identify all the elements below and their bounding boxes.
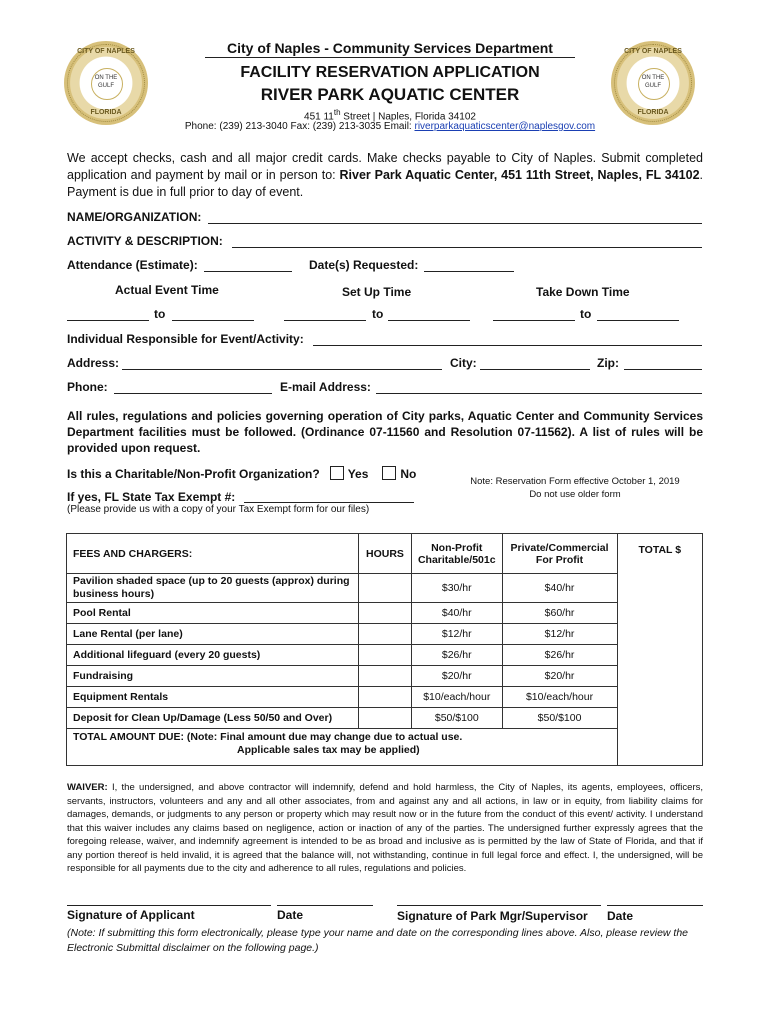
to-label-1: to xyxy=(154,307,166,321)
applicant-signature-label: Signature of Applicant xyxy=(67,908,195,922)
dates-label: Date(s) Requested: xyxy=(309,258,419,272)
yes-checkbox[interactable] xyxy=(330,466,344,480)
actual-start-field[interactable] xyxy=(67,320,149,321)
mgr-signature-line[interactable] xyxy=(397,905,601,906)
table-row: Pavilion shaded space (up to 20 guests (approx) during business hours) $30/hr $40/hr xyxy=(67,574,703,603)
to-label-2: to xyxy=(372,307,384,321)
applicant-date-line[interactable] xyxy=(277,905,373,906)
zip-label: Zip: xyxy=(597,356,619,370)
tax-exempt-note: (Please provide us with a copy of your Tax Exempt form for our files) xyxy=(67,504,370,515)
applicant-signature-line[interactable] xyxy=(67,905,271,906)
mgr-signature-label: Signature of Park Mgr/Supervisor xyxy=(397,909,588,923)
actual-event-label: Actual Event Time xyxy=(115,283,219,297)
table-row: Deposit for Clean Up/Damage (Less 50/50 and Over) $50/$100 $50/$100 xyxy=(67,708,703,729)
city-seal-left: CITY OF NAPLES FLORIDA ON THE GULF xyxy=(64,41,148,125)
total-due-text: TOTAL AMOUNT DUE: (Note: Final amount due may change due to actual use. Applicable sales tax may be applied) xyxy=(67,729,618,766)
center-name: RIVER PARK AQUATIC CENTER xyxy=(260,85,520,104)
setup-start-field[interactable] xyxy=(284,320,366,321)
dates-field[interactable] xyxy=(424,271,514,272)
fees-table xyxy=(66,533,703,766)
nonprofit-header: Non-Profit Charitable/501c xyxy=(411,534,502,574)
address-label: Address: xyxy=(67,356,120,370)
hours-cell[interactable] xyxy=(358,574,411,603)
name-org-label: NAME/ORGANIZATION: xyxy=(67,210,202,224)
applicant-date-label: Date xyxy=(277,908,304,922)
city-field[interactable] xyxy=(480,369,590,370)
takedown-label: Take Down Time xyxy=(536,285,630,299)
responsible-field[interactable] xyxy=(313,345,702,346)
effective-note-line2: Do not use older form xyxy=(529,489,621,500)
attendance-field[interactable] xyxy=(204,271,292,272)
hours-cell[interactable] xyxy=(358,645,411,666)
activity-label: ACTIVITY & DESCRIPTION: xyxy=(67,234,223,248)
city-label: City: xyxy=(450,356,477,370)
hours-cell[interactable] xyxy=(358,666,411,687)
total-due-row xyxy=(67,729,703,766)
header-rule xyxy=(205,57,575,58)
total-header: TOTAL $ xyxy=(617,534,702,766)
fees-header-row xyxy=(67,534,703,574)
email-address-field[interactable] xyxy=(376,393,702,394)
mgr-date-line[interactable] xyxy=(607,905,703,906)
intro-paragraph: We accept checks, cash and all major credit cards. Make checks payable to City of Naples. Submit completed application and payment by mail or in person to: River Park Aquatic Center, 451 11th Street, Naples, FL 34102. Payment is due in full prior to day of event. xyxy=(67,151,703,199)
hours-cell[interactable] xyxy=(358,624,411,645)
takedown-end-field[interactable] xyxy=(597,320,679,321)
phone-field[interactable] xyxy=(114,393,272,394)
table-row: Pool Rental $40/hr $60/hr xyxy=(67,603,703,624)
address-field[interactable] xyxy=(122,369,442,370)
electronic-note: (Note: If submitting this form electronically, please type your name and date on the corresponding lines above. Also, please review the Electronic Submittal disclaimer on the following page.) xyxy=(67,927,689,954)
email-address-label: E-mail Address: xyxy=(280,380,371,394)
name-org-field[interactable] xyxy=(208,223,702,224)
private-header: Private/Commercial For Profit xyxy=(502,534,617,574)
header-contact: Phone: (239) 213-3040 Fax: (239) 213-3035 Email: riverparkaquaticscenter@naplesgov.com xyxy=(184,121,596,132)
rules-paragraph: All rules, regulations and policies governing operation of City parks, Aquatic Center and Community Services Department facilities must be followed. (Ordinance 07-11560 and Resolution 07-11562). A list of rules will be provided upon request. xyxy=(67,409,703,455)
email-link[interactable]: riverparkaquaticscenter@naplesgov.com xyxy=(414,121,596,132)
hours-cell[interactable] xyxy=(358,603,411,624)
mgr-date-label: Date xyxy=(607,909,634,923)
department-title: City of Naples - Community Services Department xyxy=(227,40,553,56)
table-row: Additional lifeguard (every 20 guests) $26/hr $26/hr xyxy=(67,645,703,666)
hours-cell[interactable] xyxy=(358,708,411,729)
hours-header: HOURS xyxy=(358,534,411,574)
table-row: Fundraising $20/hr $20/hr xyxy=(67,666,703,687)
header-address: 451 11th Street | Naples, Florida 34102 xyxy=(304,108,476,123)
no-checkbox[interactable] xyxy=(382,466,396,480)
activity-field[interactable] xyxy=(232,247,702,248)
setup-end-field[interactable] xyxy=(388,320,470,321)
table-row: Equipment Rentals $10/each/hour $10/each/hour xyxy=(67,687,703,708)
nonprofit-question: Is this a Charitable/Non-Profit Organization? Yes No xyxy=(67,467,417,481)
waiver-paragraph: WAIVER: I, the undersigned, and above contractor will indemnify, defend and hold harmless, the City of Naples, its agents, employees, officers, servants, instructors, volunteers and any and all other associates, from and against any and all actions, in law or in equity, from liability claims for damages, demands, or judgments to any person or property which may result now or in the future from the conduct of this event/ activity. I understand that this waiver includes any claims based on negligence, action or inaction of any of the parties. The undersigned further expressly agrees that the foregoing release, waiver, and indemnify agreement is intended to be as broad and inclusive as is permitted by the law of State of Florida, and that if any portion thereof is held invalid, it is agreed that the balance will, not withstanding, continue in full legal force and effect. I, the undersigned, will be responsible for all payments due to the city and adherence to all rules, regulations and policies. xyxy=(67,782,703,874)
responsible-label: Individual Responsible for Event/Activity: xyxy=(67,332,304,346)
attendance-label: Attendance (Estimate): xyxy=(67,258,198,272)
table-row: Lane Rental (per lane) $12/hr $12/hr xyxy=(67,624,703,645)
tax-exempt-field[interactable] xyxy=(244,502,414,503)
actual-end-field[interactable] xyxy=(172,320,254,321)
phone-label: Phone: xyxy=(67,380,108,394)
to-label-3: to xyxy=(580,307,592,321)
form-title: FACILITY RESERVATION APPLICATION xyxy=(240,64,540,81)
setup-label: Set Up Time xyxy=(342,285,412,299)
effective-note-line1: Note: Reservation Form effective October 1, 2019 xyxy=(470,476,680,487)
takedown-start-field[interactable] xyxy=(493,320,575,321)
fees-header: FEES AND CHARGERS: xyxy=(67,534,359,574)
city-seal-right: CITY OF NAPLES FLORIDA ON THE GULF xyxy=(611,41,695,125)
tax-exempt-label: If yes, FL State Tax Exempt #: xyxy=(67,490,236,504)
hours-cell[interactable] xyxy=(358,687,411,708)
zip-field[interactable] xyxy=(624,369,702,370)
